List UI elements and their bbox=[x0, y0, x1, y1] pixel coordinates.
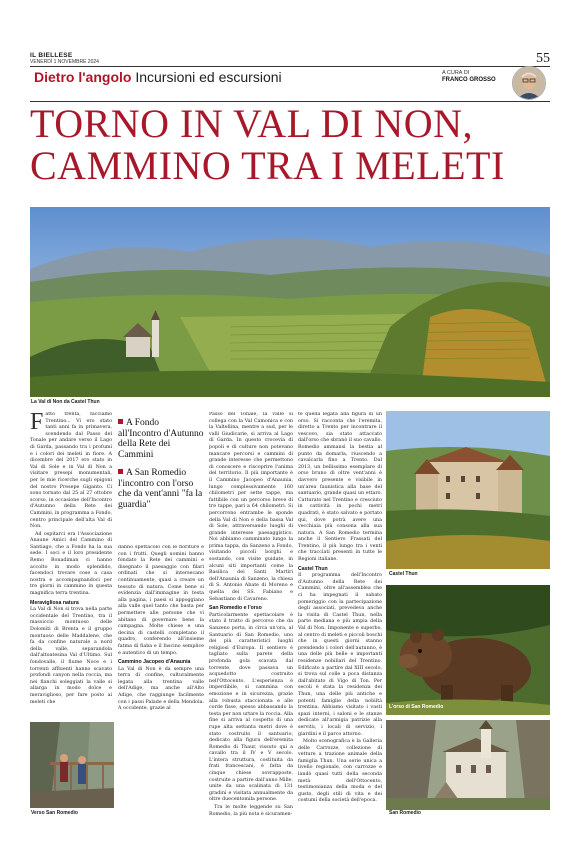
subhead: San Romedio e l'orso bbox=[209, 605, 262, 612]
pullquotes bbox=[118, 418, 204, 518]
pullquote-2: A San Romedio l'incontro con l'orso che da vent'anni "fa la guardia" bbox=[118, 468, 203, 510]
headline-line-1: TORNO IN VAL DI NON, bbox=[30, 101, 473, 146]
paragraph: atto trenta, facciamo Trentino... Vi ero stato tanti anni fa in primavera, scendendo dal Passo del Tonale per andare verso il Lago di Garda, passando tra i profumi e i colori dei meleti in fiore. A dicembre del 2017 ero stato in Val di Sole e in Val di Non a visitare presepi monumentali, per le mie ricerche sugli epigoni del nostro Presepe Giganto. Ci sono tornato dal 25 al 27 ottobre scorso, in occasione dell'Incontro d'Autunno della Rete dei Cammini, in programma a Fondo, centro principale dell'alta Val di Non. bbox=[30, 412, 112, 530]
issue-date: VENERDÌ 1 NOVEMBRE 2024 bbox=[30, 59, 99, 65]
section-subtitle: Incursioni ed escursioni bbox=[135, 69, 282, 85]
paragraph: La Val di Non è da sempre una terra di confine, culturalmente legata alla trentina valle dell'Adige, ma anche all'Alto Adige, che raggiunge facilmente con i passi Palade e della Mendola. A occidente, grazie al bbox=[118, 666, 204, 712]
section-name: Dietro l'angolo bbox=[34, 69, 132, 85]
author-portrait bbox=[512, 66, 546, 100]
section-header bbox=[34, 69, 282, 85]
caption-walk: Verso San Romedio bbox=[31, 810, 78, 816]
caption-sanctuary: San Romedio bbox=[389, 810, 421, 816]
author-name: FRANCO GROSSO bbox=[442, 77, 496, 83]
paragraph: Ad ospitarci era l'Associazione Anaune Amici del Cammino di Santiago, che a Fondo ha la sua sede. I soci e il loro presidente Remo Bonadiman ci hanno accolto in modo splendido, facendoci trovare cose a casa nostra e accompagnandoci per tre giorni in cammino in questa magnifica terra trentina. bbox=[30, 531, 112, 597]
photo-bear bbox=[386, 585, 550, 715]
cura-label: A CURA DI bbox=[442, 70, 470, 76]
caption-castle: Castel Thun bbox=[389, 571, 418, 577]
article-column-3 bbox=[209, 412, 293, 817]
paragraph: Molto scenografica è la Galleria delle Carrozze, collezione di vetture a trazione animale della famiglia Thun. Una serie unica a livello regionale, con carrozze e landò quasi tutti della seconda metà dell'Ottocento, testimonianza della moda e del gusto, degli stili di vita e dei costumi della società dell'epoca. bbox=[298, 739, 382, 804]
subhead: Castel Thun bbox=[298, 565, 328, 572]
paragraph: danno spettacolo con le fioriture e con i frutti. Quegli uomini hanno fondato la Rete dei cammini e disegnato il paesaggio con filari ordinati che si intersecano continuamente, quasi a creare un tessuto di natura. Come bene si evidenzia dall'immagine in testa alla pagina, i paesi si appoggiano alla valle quel tanto che basta per permettere alle persone che vi abitano di governare bene la campagna. Molte chiese e una decina di castelli completano il quadro, conferendo all'insieme fatma di fiaba e il fascino semplice e autentico di un tempo. bbox=[118, 545, 204, 656]
paragraph: te quella legata alla figura di un orso. Si racconta che l'eremita, diretto a Trento per incontrare il vescovo, sia stato attaccato dall'orso che sbranò il suo cavallo. Romedio ammansì la bestia al punto da domarla, riuscendo a cavalcarla fino a Trento. Dal 2013, un bellissimo esemplare di orso bruno di oltre vent'anni è davvero presente e visibile in un'area faunistica alla base del santuario, grande quasi un ettaro. Catturato nel Trentino e cresciuto in cattività in pochi metri quadrati, è stato salvato e portato qui, dove potrà avere una vecchiaia più consona alla sua natura. A San Romedio termina anche il Sentiero Frassati del Trentino, il più lungo tra i venti che tracciati presenti in tutte le Regioni italiane. bbox=[298, 412, 382, 563]
main-photo-valley bbox=[30, 207, 550, 397]
paragraph: Tra le molte leggende su San Romedio, la più nota è sicuramen- bbox=[209, 805, 293, 817]
headline-line-2: CAMMINO TRA I MELETI bbox=[30, 143, 505, 188]
byline bbox=[442, 70, 496, 84]
subhead: Cammino Jacopeo d'Anaunia bbox=[118, 659, 191, 666]
paragraph: Particolarmente spettacolare è stato il tratto di percorso che da Sanzeno porta, in circa un'ora, al Santuario di San Romedio, uno dei più caratteristici luoghi religiosi d'Europa. Il sentiero è tagliato sulla parete della profonda gola scavata dal torrente, dove passava un acquedotto costruito nell'Ottocento. L'esperienza è imperdibile, si cammina con emozione e in sicurezza, grazie alla robusta staccionata e alle corde fisse, spesso abbassando la testa per non urtare la roccia. Alla fine si arriva al cospetto di una rupe alta settanta metri dove è stato costruito il santuario, dedicato alla figura dell'eremita Romedio di Thaur, vissuto qui a cavallo tra il IV e V secolo. L'intera struttura, costituita da frati francescani, è fatta da cinque chiese sovrapposte, costruite a partire dall'anno Mille, unite da una scalinata di 131 gradini e visitata annualmente da oltre duecentomila persone. bbox=[209, 612, 293, 803]
paragraph: Passo del Tonale, la valle si collega con la Val Camonica e con la Valtellina, mentre a sud, per le valli Giudicarie, si arriva al Lago di Garda. In questo crocevia di popoli e di culture non potevano mancare percorsi e cammini di grande interesse che permettono di conoscere e riscoprire l'anima del territorio. Il più importante è il Cammino Jacopeo d'Anaunia, lungo complessivamente 160 chilometri per sette tappe, ma fattibile con un percorso breve di tre tappe, pari a 64 chilometri. Si percorrono entrambe le sponde della Val di Non e della bassa Val di Sole, attraversando luoghi di grande interesse paesaggistico. Noi abbiamo camminato lungo la prima tappa, da Sanzeno a Fondo, visitando piccoli borghi e sostando, con visite guidate, in alcuni siti importanti come la Basilica dei Santi Martiri dell'Anaunia di Sanzeno, la chiesa di S. Antonio Abate di Moreno e quella dei SS. Fabiano e Sebastiano di Cavareno. bbox=[209, 412, 293, 602]
subhead: Meravigliosa natura bbox=[30, 599, 79, 606]
caption-bear: L'orso di San Romedio bbox=[389, 704, 444, 710]
article-column-2 bbox=[118, 545, 204, 815]
caption-main-photo: La Val di Non da Castel Thun bbox=[31, 399, 100, 405]
bullet-square-icon bbox=[118, 419, 123, 424]
newspaper-name: IL BIELLESE bbox=[30, 52, 73, 59]
photo-sanctuary bbox=[386, 720, 550, 810]
page-number: 55 bbox=[536, 51, 550, 66]
paragraph: La Val di Non si trova nella parte occidentale del Trentino, tra il massiccio montuoso delle Dolomiti di Brenta e il gruppo montuoso delle Maddalene, che fa da confine naturale a nord della valle, separandola dall'altoatesina Val d'Ultimo. Sul fondovalle, il fiume Noce e i torrenti affluenti hanno scavato profondi canyon nella roccia, ma nei fianchi soleggiati la valle si allarga in modo dolce e meraviglioso, per fare posto ai meleti che bbox=[30, 607, 112, 705]
article-column-4 bbox=[298, 412, 382, 817]
pullquote-1: A Fondo all'Incontro d'Autunno della Rete dei Cammini bbox=[118, 418, 204, 460]
drop-cap: F bbox=[30, 412, 44, 435]
paragraph: Il programma dell'Incontro d'Autunno della Rete dei Cammini, oltre all'assemblea che ci ha impegnati il sabato pomeriggio con la partecipazione degli associati, prevedeva anche la visita di Castel Thun, nella parte mediana e più ampia della Val di Non. Imponente e superbo, al centro di meleti e piccoli boschi che in questi giorni stanno prendendo i colori dell'autunno, è una delle più belle e importanti residenze nobiliari del Trentino. Edificato a partire dal XIII secolo, si trova sul colle a poca distanza dall'abitato di Vigo di Ton. Per secoli è stata la residenza dei Thun, una delle più antiche e potenti famiglie della nobiltà trentina. Abbiamo visitato i vasti spazi interni, i saloni e le stanze dedicate all'armigia patrizie alla servitù, i locali di servizio, i giardini e il parco attorno. bbox=[298, 573, 382, 737]
photo-castle bbox=[386, 411, 550, 569]
header-rule bbox=[30, 66, 550, 67]
bullet-square-icon bbox=[118, 469, 123, 474]
photo-walk bbox=[30, 722, 114, 808]
